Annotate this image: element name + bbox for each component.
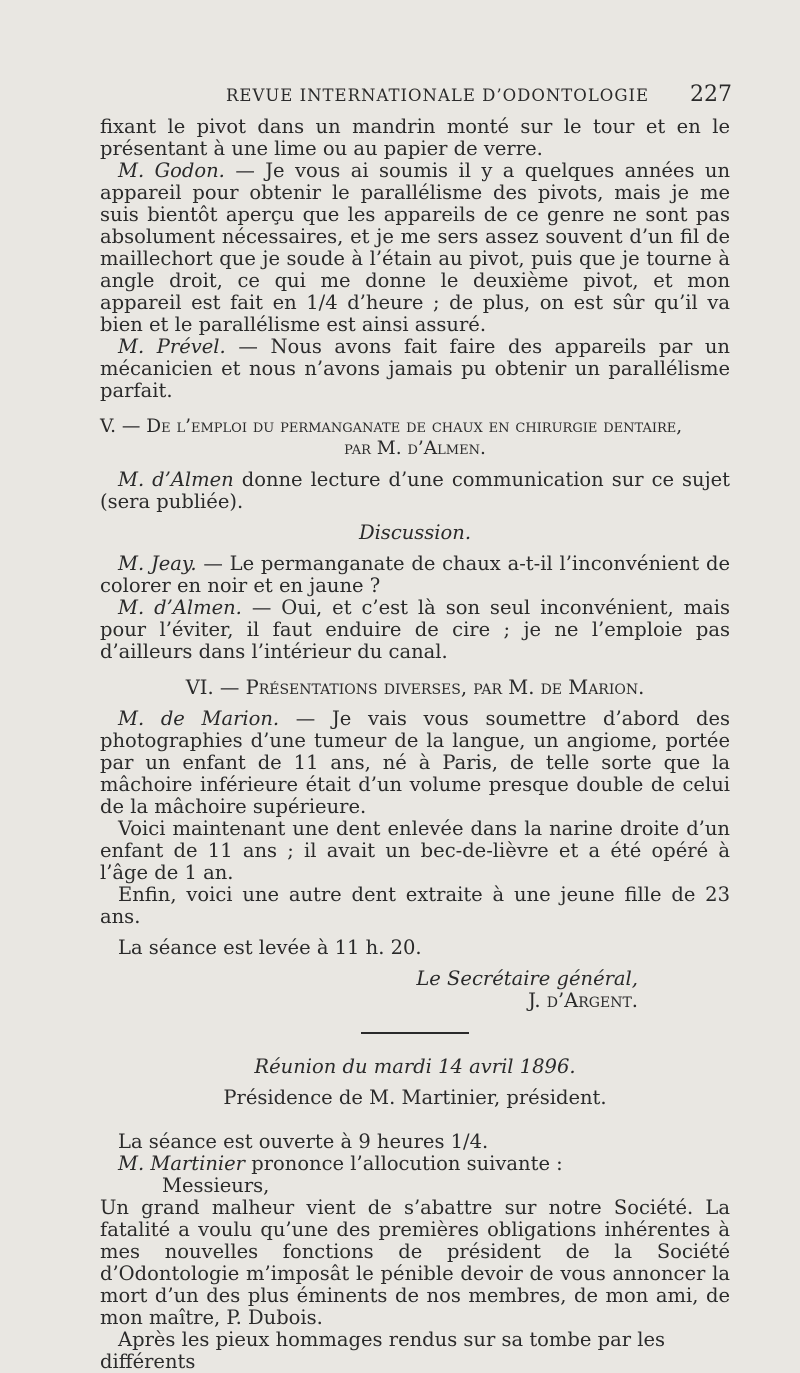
speaker-name: M. d’Almen <box>118 468 234 491</box>
paragraph: La séance est ouverte à 9 heures 1/4. <box>118 1129 489 1153</box>
paragraph: M. d’Almen. — Oui, et c’est là son seul inconvénient, mais pour l’éviter, il faut enduire de cire ; je ne l’emploie pas d’ailleurs dans l’intérieur du canal. <box>100 596 730 663</box>
section-divider <box>361 1032 469 1034</box>
section-heading: VI. — Présentations diverses, par M. de Marion. <box>185 676 645 699</box>
section-heading-byline: par M. d’Almen. <box>344 438 486 459</box>
running-title: REVUE INTERNATIONALE D’ODONTOLOGIE <box>226 86 650 105</box>
speaker-name: M. Jeay. <box>118 552 197 575</box>
speaker-name: M. d’Almen. <box>118 596 242 619</box>
signature-name: J. d’Argent. <box>528 989 638 1012</box>
paragraph: M. Godon. — Je vous ai soumis il y a quelques années un appareil pour obtenir le parallélisme des pivots, mais je me suis bientôt aperçu que les appareils de ce genre ne sont pas absolument nécessaires, et je me sers assez souvent d’un fil de maillechort que je soude à l’étain au pivot, puis que je tourne à angle droit, ce qui me donne le deuxième pivot, et mon appareil est fait en 1/4 d’heure ; de plus, on est sûr qu’il va bien et le parallélisme est ainsi assuré. <box>100 159 730 336</box>
paragraph: Enfin, voici une autre dent extraite à une jeune fille de 23 ans. <box>100 883 730 928</box>
page-header <box>100 82 732 112</box>
paragraph: Voici maintenant une dent enlevée dans la narine droite d’un enfant de 11 ans ; il avait un bec-de-lièvre et a été opéré à l’âge de 1 an. <box>100 817 730 884</box>
paragraph: fixant le pivot dans un mandrin monté sur le tour et en le présentant à une lime ou au papier de verre. <box>100 115 730 160</box>
presidency-line: Présidence de M. Martinier, président. <box>223 1085 607 1109</box>
meeting-title: Réunion du mardi 14 avril 1896. <box>254 1054 576 1078</box>
paragraph: La séance est levée à 11 h. 20. <box>118 936 422 959</box>
speaker-name: M. Prével. <box>118 335 226 358</box>
paragraph: M. d’Almen donne lecture d’une communication sur ce sujet (sera publiée). <box>100 468 730 513</box>
paragraph: M. Prével. — Nous avons fait faire des appareils par un mécanicien et nous n’avons jamais pu obtenir un parallélisme parfait. <box>100 335 730 402</box>
paragraph: Un grand malheur vient de s’abattre sur notre Société. La fatalité a voulu qu’une des premières obligations inhérentes à mes nouvelles fonctions de président de la Société d’Odontologie m’imposât le pénible devoir de vous annoncer la mort d’un des plus éminents de nos membres, de mon ami, de mon maître, P. Dubois. <box>100 1195 730 1329</box>
signature-title: Le Secrétaire général, <box>416 967 638 990</box>
speaker-name: M. de Marion. <box>118 707 280 730</box>
paragraph: Après les pieux hommages rendus sur sa tombe par les différents <box>100 1327 666 1373</box>
salutation: Messieurs, <box>162 1173 270 1197</box>
page-body <box>100 116 730 1373</box>
paragraph: M. de Marion. — Je vais vous soumettre d’abord des photographies d’une tumeur de la langue, un angiome, portée par un enfant de 11 ans, né à Paris, de telle sorte que la mâchoire inférieure était d’un volume presque double de celui de la mâchoire supérieure. <box>100 707 730 818</box>
speaker-name: M. Martinier <box>118 1151 246 1175</box>
page-number: 227 <box>690 82 732 107</box>
section-heading: V. — De l’emploi du permanganate de chaux en chirurgie dentaire, <box>100 416 683 437</box>
paragraph: M. Jeay. — Le permanganate de chaux a-t-il l’inconvénient de colorer en noir et en jaune ? <box>100 552 731 597</box>
discussion-heading: Discussion. <box>358 521 472 544</box>
paragraph: M. Martinier prononce l’allocution suivante : <box>118 1151 563 1175</box>
speaker-name: M. Godon. <box>118 159 225 182</box>
